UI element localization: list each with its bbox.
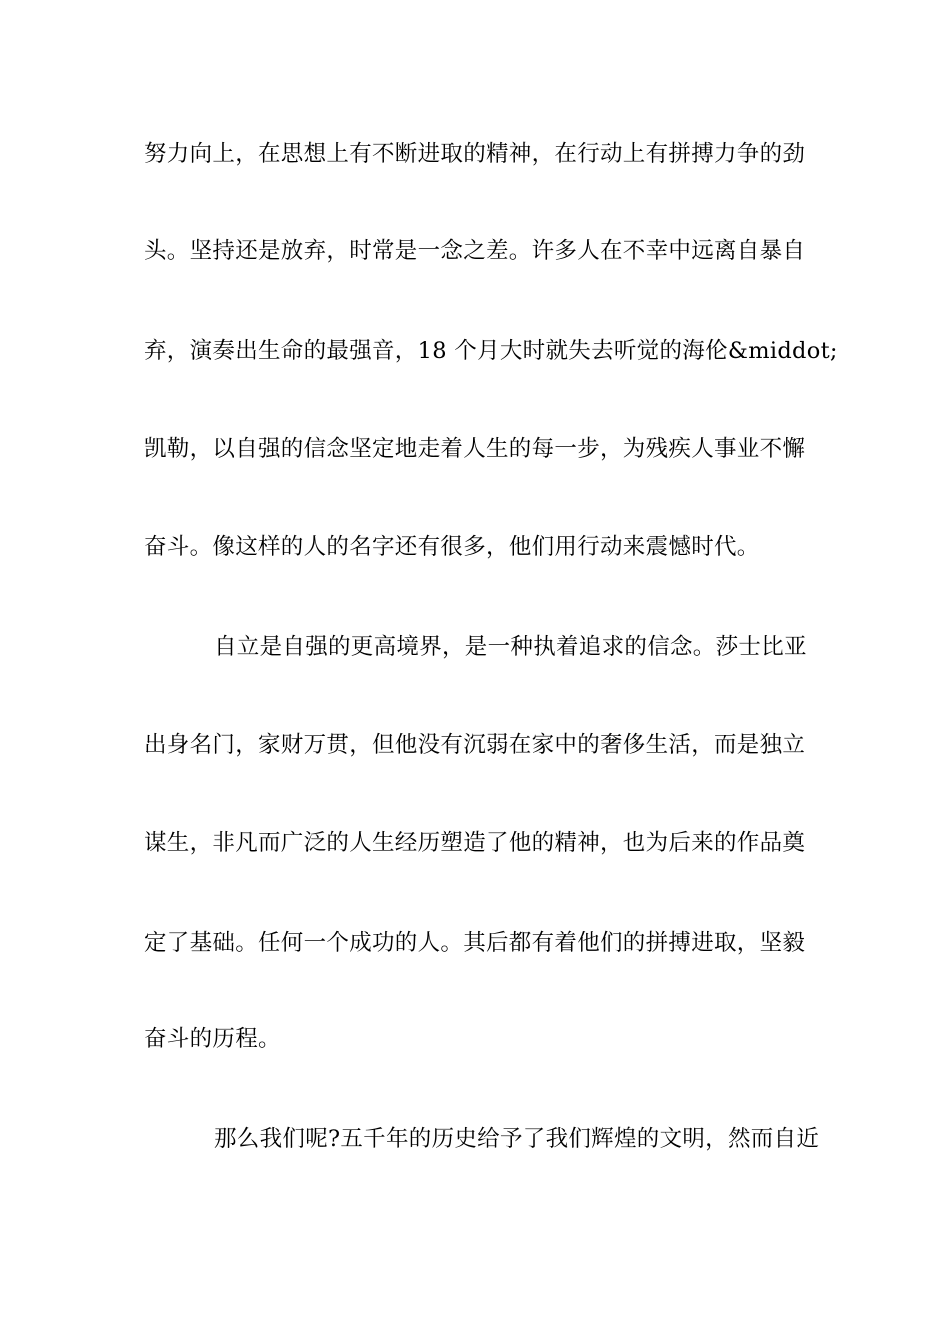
paragraph-line: 凯勒，以自强的信念坚定地走着人生的每一步，为残疾人事业不懈 bbox=[144, 436, 806, 462]
paragraph-line: 出身名门，家财万贯，但他没有沉弱在家中的奢侈生活，而是独立 bbox=[144, 732, 806, 758]
paragraph-line: 努力向上，在思想上有不断进取的精神，在行动上有拼搏力争的劲 bbox=[144, 141, 806, 167]
paragraph-first-line: 自立是自强的更高境界，是一种执着追求的信念。莎士比亚 bbox=[214, 634, 807, 660]
paragraph-line: 弃，演奏出生命的最强音，18 个月大时就失去听觉的海伦&middot; bbox=[144, 338, 838, 364]
paragraph-line: 定了基础。任何一个成功的人。其后都有着他们的拼搏进取，坚毅 bbox=[144, 930, 806, 956]
paragraph-first-line: 那么我们呢?五千年的历史给予了我们辉煌的文明，然而自近 bbox=[214, 1126, 820, 1152]
paragraph-line: 奋斗的历程。 bbox=[144, 1026, 281, 1052]
paragraph-line: 头。坚持还是放弃，时常是一念之差。许多人在不幸中远离自暴自 bbox=[144, 238, 806, 264]
paragraph-line: 奋斗。像这样的人的名字还有很多，他们用行动来震憾时代。 bbox=[144, 534, 760, 560]
paragraph-line: 谋生，非凡而广泛的人生经历塑造了他的精神，也为后来的作品奠 bbox=[144, 830, 806, 856]
